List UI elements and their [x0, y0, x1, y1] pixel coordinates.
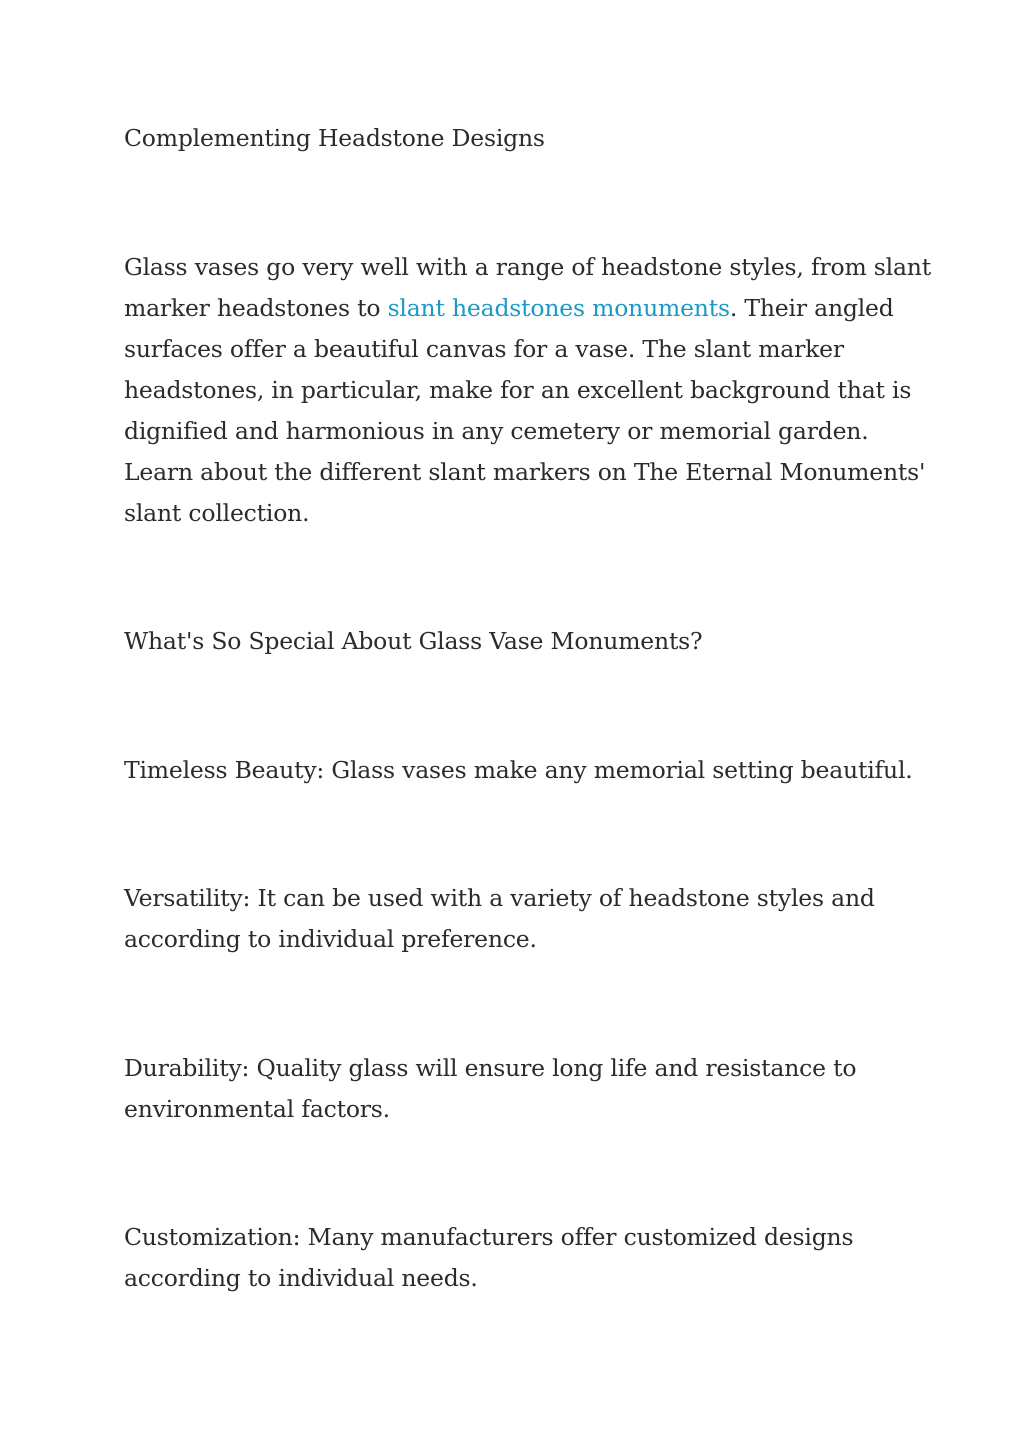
- paragraph-line-with-link: [124, 288, 894, 329]
- paragraph-text: marker headstones to: [124, 294, 388, 322]
- feature-line: Versatility: It can be used with a variety of headstone styles and: [124, 884, 875, 912]
- paragraph-line: dignified and harmonious in any cemetery or memorial garden.: [124, 417, 869, 445]
- feature-line: Customization: Many manufacturers offer customized designs: [124, 1223, 854, 1251]
- section-heading-special: What's So Special About Glass Vase Monuments?: [124, 627, 703, 655]
- paragraph-line: Learn about the different slant markers on The Eternal Monuments': [124, 458, 926, 486]
- feature-line: Durability: Quality glass will ensure long life and resistance to: [124, 1054, 857, 1082]
- feature-line: according to individual preference.: [124, 925, 537, 953]
- paragraph-line: Glass vases go very well with a range of headstone styles, from slant: [124, 253, 931, 281]
- slant-headstones-monuments-link[interactable]: slant headstones monuments: [387, 294, 730, 322]
- paragraph-line: surfaces offer a beautiful canvas for a vase. The slant marker: [124, 335, 844, 363]
- feature-line: according to individual needs.: [124, 1264, 478, 1292]
- paragraph-line: headstones, in particular, make for an excellent background that is: [124, 376, 912, 404]
- feature-timeless-beauty: Timeless Beauty: Glass vases make any memorial setting beautiful.: [124, 756, 913, 784]
- feature-line: environmental factors.: [124, 1095, 390, 1123]
- section-heading-complementing: Complementing Headstone Designs: [124, 124, 545, 152]
- paragraph-line: slant collection.: [124, 499, 310, 527]
- paragraph-text: . Their angled: [729, 294, 894, 322]
